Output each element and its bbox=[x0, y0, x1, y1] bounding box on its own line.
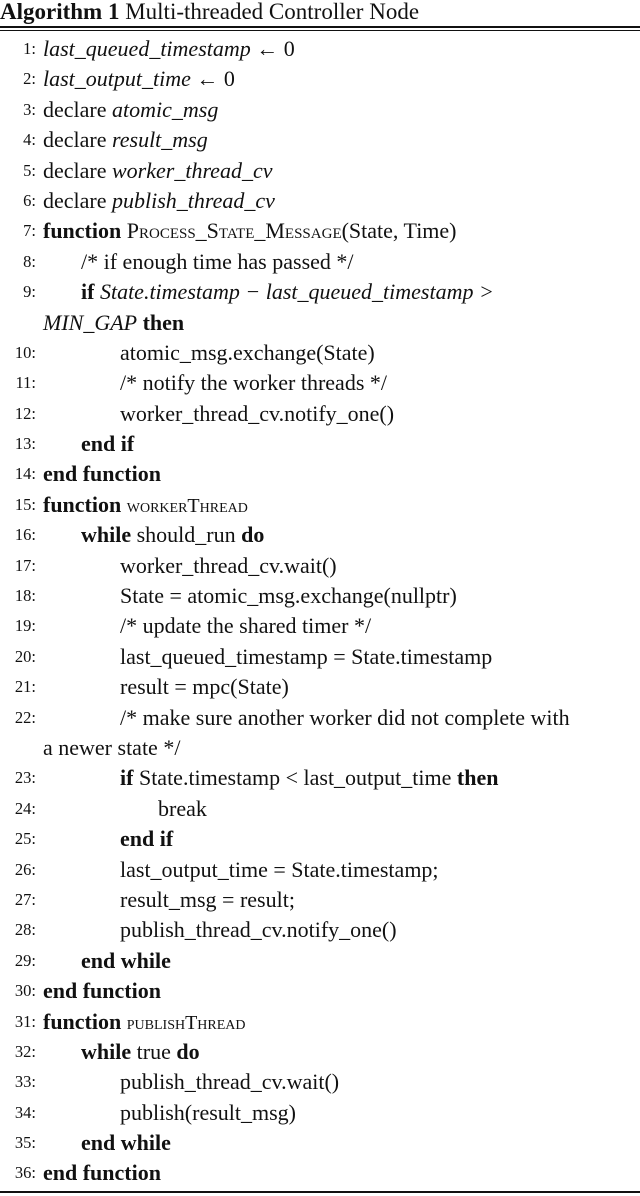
line-number: 26: bbox=[14, 859, 36, 879]
statement: result = mpc(State) bbox=[120, 674, 289, 700]
line-number: 23: bbox=[14, 768, 36, 788]
comment: /* make sure another worker did not complete with bbox=[120, 704, 570, 730]
line-number: 3: bbox=[23, 99, 36, 119]
constant: MIN_GAP bbox=[43, 309, 138, 335]
condition: State.timestamp < last_output_time bbox=[138, 765, 452, 791]
line-number: 27: bbox=[14, 889, 36, 909]
statement: break bbox=[158, 795, 207, 821]
line-number: 14: bbox=[14, 464, 36, 484]
line-number: 5: bbox=[23, 160, 36, 180]
algorithm-line-20 bbox=[0, 642, 640, 672]
line-number: 33: bbox=[14, 1072, 36, 1092]
keyword: function bbox=[43, 218, 122, 244]
variable: atomic_msg bbox=[112, 96, 219, 122]
line-body bbox=[43, 34, 640, 64]
algorithm-line-31 bbox=[0, 1007, 640, 1037]
keyword: end function bbox=[43, 461, 161, 487]
condition: should_run bbox=[136, 522, 236, 548]
line-number: 32: bbox=[14, 1041, 36, 1061]
line-number: 6: bbox=[23, 190, 36, 210]
line-body bbox=[43, 490, 640, 521]
line-number: 31: bbox=[14, 1011, 36, 1031]
variable: publish_thread_cv bbox=[112, 187, 275, 213]
line-body bbox=[43, 64, 640, 94]
algorithm-line-22 bbox=[0, 703, 640, 764]
algorithm-line-2 bbox=[0, 64, 640, 94]
line-number: 18: bbox=[14, 586, 36, 606]
algorithm-line-27 bbox=[0, 885, 640, 915]
function-name: workerThread bbox=[126, 494, 248, 517]
statement: atomic_msg.exchange(State) bbox=[120, 339, 375, 365]
statement: result_msg = result; bbox=[120, 886, 295, 912]
algorithm-line-10 bbox=[0, 338, 640, 368]
line-number: 12: bbox=[14, 403, 36, 423]
line-body bbox=[43, 186, 640, 216]
statement: worker_thread_cv.notify_one() bbox=[120, 400, 395, 426]
line-body bbox=[43, 125, 640, 155]
line-number: 9: bbox=[23, 282, 36, 302]
line-number: 25: bbox=[14, 829, 36, 849]
comment: /* notify the worker threads */ bbox=[120, 370, 387, 396]
line-number: 29: bbox=[14, 950, 36, 970]
algorithm-line-28 bbox=[0, 915, 640, 945]
variable: last_output_time bbox=[43, 66, 191, 92]
function-name: publishThread bbox=[126, 1011, 246, 1034]
algorithm-line-12 bbox=[0, 399, 640, 429]
line-number: 1: bbox=[23, 39, 36, 58]
statement: publish_thread_cv.notify_one() bbox=[120, 917, 397, 943]
algorithm-line-21 bbox=[0, 672, 640, 702]
algorithm-line-7 bbox=[0, 216, 640, 246]
line-number: 20: bbox=[14, 646, 36, 666]
statement: last_queued_timestamp = State.timestamp bbox=[120, 643, 493, 669]
line-body bbox=[81, 1037, 640, 1067]
line-body bbox=[43, 156, 640, 186]
line-number: 2: bbox=[23, 69, 36, 89]
function-name: Process_State_Message bbox=[126, 218, 342, 244]
keyword: end while bbox=[81, 947, 171, 973]
algorithm-line-9 bbox=[0, 277, 640, 338]
function-args: (State, Time) bbox=[341, 218, 457, 244]
algorithm-line-17 bbox=[0, 551, 640, 581]
keyword: function bbox=[43, 1008, 122, 1034]
algorithm-line-23 bbox=[0, 763, 640, 793]
line-number: 28: bbox=[14, 920, 36, 940]
statement: publish(result_msg) bbox=[120, 1099, 296, 1125]
line-number: 30: bbox=[14, 981, 36, 1001]
algorithm-line-26 bbox=[0, 855, 640, 885]
statement: State = atomic_msg.exchange(nullptr) bbox=[120, 583, 457, 609]
algorithm-line-29 bbox=[0, 946, 640, 976]
keyword: while bbox=[81, 522, 132, 548]
keyword: then bbox=[456, 765, 499, 791]
variable: last_queued_timestamp bbox=[43, 36, 251, 61]
statement: last_output_time = State.timestamp; bbox=[120, 856, 439, 882]
algorithm-line-14 bbox=[0, 459, 640, 489]
keyword: while bbox=[81, 1038, 132, 1064]
keyword: end function bbox=[43, 1160, 161, 1186]
algorithm-line-18 bbox=[0, 581, 640, 611]
line-body bbox=[81, 520, 640, 550]
line-body bbox=[81, 277, 640, 307]
line-body bbox=[43, 216, 640, 246]
line-body bbox=[43, 95, 640, 125]
assign-op: ← 0 bbox=[256, 36, 295, 61]
algorithm-line-30 bbox=[0, 976, 640, 1006]
top-rule-thin bbox=[0, 30, 640, 31]
bottom-rule bbox=[0, 1191, 640, 1193]
line-body bbox=[43, 1007, 640, 1038]
algorithm-line-24 bbox=[0, 794, 640, 824]
line-number: 34: bbox=[14, 1102, 36, 1122]
algorithm-line-6 bbox=[0, 186, 640, 216]
algorithm-lines bbox=[0, 34, 640, 1189]
line-number: 4: bbox=[23, 130, 36, 150]
keyword: do bbox=[241, 522, 265, 548]
algorithm-title: Multi-threaded Controller Node bbox=[125, 0, 420, 24]
keyword: declare bbox=[43, 127, 107, 153]
line-number: 35: bbox=[14, 1133, 36, 1153]
line-number: 21: bbox=[14, 677, 36, 697]
line-number: 36: bbox=[14, 1163, 36, 1183]
keyword: declare bbox=[43, 96, 107, 122]
comment: /* update the shared timer */ bbox=[120, 613, 372, 639]
keyword: end if bbox=[81, 431, 135, 457]
line-number: 17: bbox=[14, 555, 36, 575]
keyword: declare bbox=[43, 187, 107, 213]
algorithm-line-34 bbox=[0, 1098, 640, 1128]
variable: worker_thread_cv bbox=[112, 157, 273, 183]
comment-continuation: a newer state */ bbox=[43, 735, 181, 760]
algorithm-line-11 bbox=[0, 368, 640, 398]
line-number: 13: bbox=[14, 434, 36, 454]
statement: worker_thread_cv.wait() bbox=[120, 552, 337, 578]
algorithm-label: Algorithm 1 bbox=[0, 0, 120, 24]
line-number: 19: bbox=[14, 616, 36, 636]
algorithm-line-1 bbox=[0, 34, 640, 64]
line-number: 11: bbox=[15, 373, 36, 393]
line-number: 8: bbox=[23, 251, 36, 271]
algorithm-line-25 bbox=[0, 824, 640, 854]
keyword: if bbox=[81, 279, 95, 305]
comment: /* if enough time has passed */ bbox=[81, 248, 354, 274]
line-number: 15: bbox=[14, 494, 36, 514]
assign-op: ← 0 bbox=[196, 66, 235, 92]
top-rule bbox=[0, 26, 640, 28]
line-number: 7: bbox=[23, 221, 36, 241]
keyword: end function bbox=[43, 978, 161, 1004]
algorithm-line-16 bbox=[0, 520, 640, 550]
keyword: function bbox=[43, 491, 122, 517]
algorithm-line-3 bbox=[0, 95, 640, 125]
algorithm-line-32 bbox=[0, 1037, 640, 1067]
algorithm-line-33 bbox=[0, 1067, 640, 1097]
algorithm-caption bbox=[0, 0, 419, 26]
line-number: 22: bbox=[14, 707, 36, 727]
line-number: 24: bbox=[14, 798, 36, 818]
algorithm-line-36 bbox=[0, 1158, 640, 1188]
line-continuation bbox=[43, 308, 184, 338]
keyword: do bbox=[176, 1038, 200, 1064]
keyword: then bbox=[142, 309, 185, 335]
algorithm-line-15 bbox=[0, 490, 640, 520]
algorithm-line-5 bbox=[0, 156, 640, 186]
line-number: 16: bbox=[14, 525, 36, 545]
line-body bbox=[120, 763, 640, 793]
expression: State.timestamp − last_queued_timestamp > bbox=[99, 279, 494, 305]
line-number: 10: bbox=[14, 342, 36, 362]
algorithm-line-4 bbox=[0, 125, 640, 155]
keyword: if bbox=[120, 765, 134, 791]
statement: publish_thread_cv.wait() bbox=[120, 1069, 340, 1095]
algorithm-line-13 bbox=[0, 429, 640, 459]
keyword: end while bbox=[81, 1130, 171, 1156]
variable: result_msg bbox=[112, 127, 208, 153]
algorithm-line-35 bbox=[0, 1128, 640, 1158]
algorithm-line-8 bbox=[0, 247, 640, 277]
algorithm-line-19 bbox=[0, 611, 640, 641]
condition: true bbox=[136, 1038, 171, 1064]
keyword: declare bbox=[43, 157, 107, 183]
keyword: end if bbox=[120, 826, 174, 852]
